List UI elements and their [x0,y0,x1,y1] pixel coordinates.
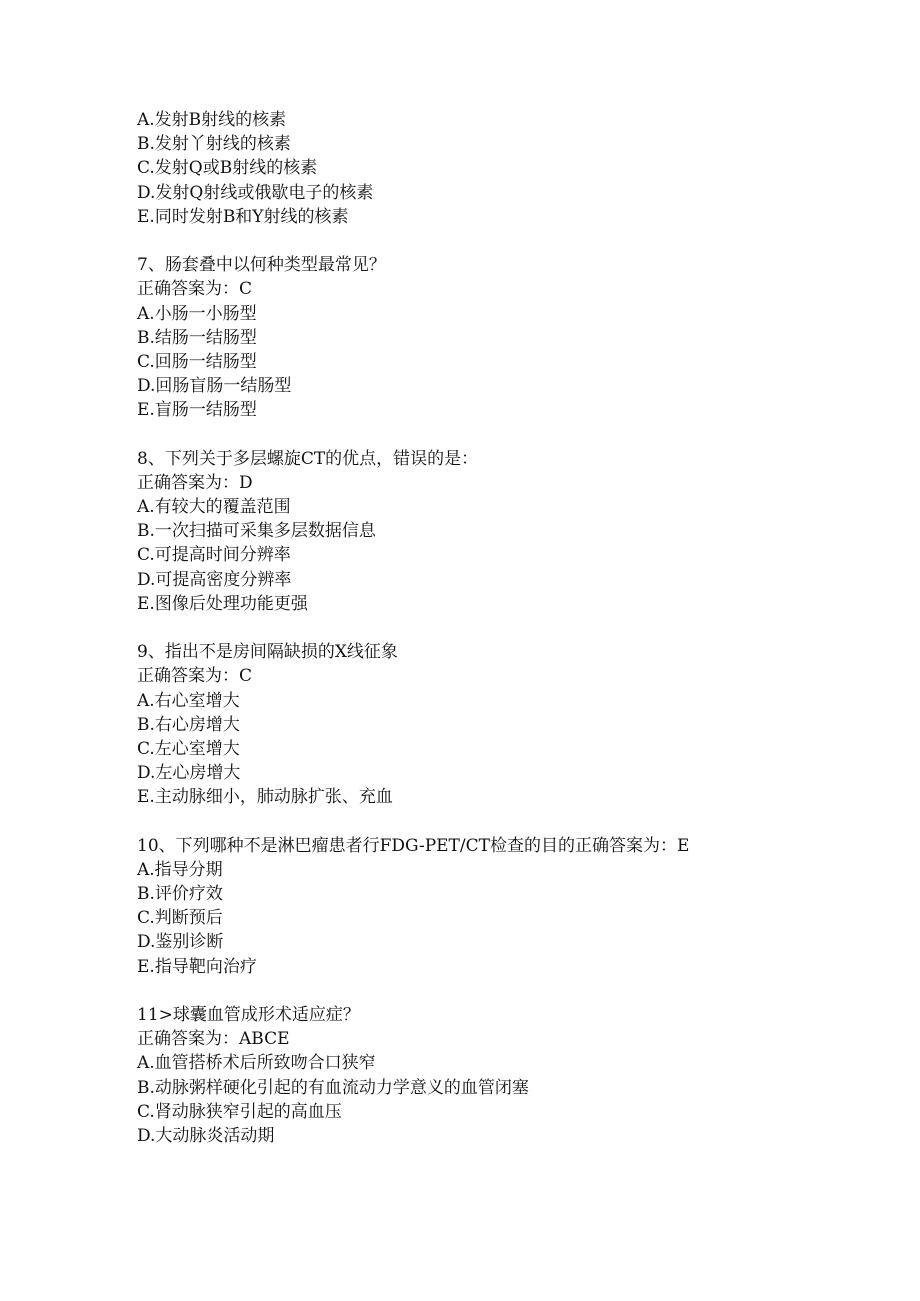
question-text: 8、下列关于多层螺旋CT的优点，错误的是： [137,448,479,469]
question-7 [137,253,877,422]
option-line: A.血管搭桥术后所致吻合口狭窄 [137,1053,376,1074]
option-line: B.右心房增大 [137,714,240,735]
option-line: E.同时发射B和Y射线的核素 [137,206,349,227]
option-line: E.主动脉细小，肺动脉扩张、充血 [137,787,393,808]
question-text: 9、指出不是房间隔缺损的X线征象 [137,642,398,663]
option-line: B.结肠一结肠型 [137,327,257,348]
option-line: E.盲肠一结肠型 [137,400,257,421]
option-line: C.可提高时间分辨率 [137,545,291,566]
option-line: D.可提高密度分辨率 [137,569,292,590]
answer-text: 正确答案为：C [137,279,253,300]
option-line: D.发射Q射线或俄歇电子的核素 [137,182,374,203]
option-line: C.左心室增大 [137,738,240,759]
option-line: E.指导靶向治疗 [137,956,257,977]
question-9 [137,640,877,809]
option-line: B.动脉粥样硬化引起的有血流动力学意义的血管闭塞 [137,1077,529,1098]
spacer [137,422,877,446]
answer-text: 正确答案为：ABCE [137,1029,290,1050]
option-line: C.回肠一结肠型 [137,351,257,372]
question-8 [137,447,877,616]
question-10 [137,834,877,979]
option-line: D.左心房增大 [137,763,241,784]
intro-options [137,108,877,229]
question-11 [137,1003,877,1148]
question-text: 11>球囊血管成形术适应症？ [137,1004,360,1025]
spacer [137,809,877,833]
option-line: D.鉴别诊断 [137,932,224,953]
option-line: A.右心室增大 [137,690,240,711]
option-line: D.大动脉炎活动期 [137,1125,275,1146]
option-line: C.判断预后 [137,908,223,929]
option-line: D.回肠盲肠一结肠型 [137,376,292,397]
spacer [137,979,877,1003]
option-line: A.指导分期 [137,859,223,880]
option-line: A.有较大的覆盖范围 [137,497,291,517]
spacer [137,229,877,253]
spacer [137,616,877,640]
option-line: B.一次扫描可采集多层数据信息 [137,521,376,542]
document-page [137,108,877,1148]
option-line: A.小肠一小肠型 [137,303,257,324]
answer-text: 正确答案为：C [137,666,253,687]
option-line: B.评价疗效 [137,884,223,904]
answer-text: 正确答案为：D [137,472,253,493]
option-line: B.发射丫射线的核素 [137,134,291,155]
question-text: 10、下列哪种不是淋巴瘤患者行FDG-PET/CT检查的目的正确答案为：E [137,835,690,856]
option-line: C.肾动脉狭窄引起的高血压 [137,1101,342,1122]
option-line: C.发射Q或B射线的核素 [137,158,318,179]
option-line: A.发射B射线的核素 [137,110,287,130]
question-text: 7、肠套叠中以何种类型最常见？ [137,255,386,276]
option-line: E.图像后处理功能更强 [137,593,308,614]
